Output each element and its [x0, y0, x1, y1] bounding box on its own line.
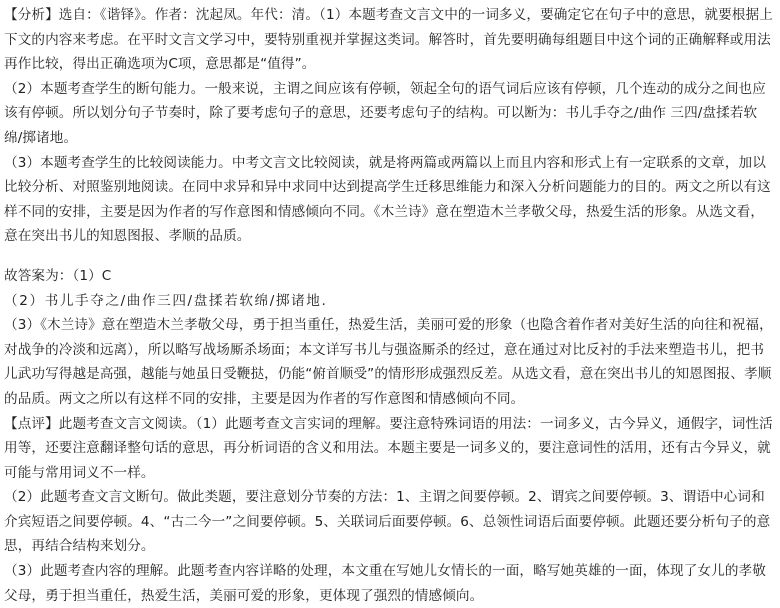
comment-paragraph-2: （2）此题考查文言文断句。做此类题，要注意划分节奏的方法：1、主谓之间要停顿。2、谓宾之间要停顿。3、谓语中心词和介宾短语之间要停顿。4、“古二今一”之间要停顿。5、关联词后面要停顿。6、总领性词语后面要停顿。此题还要分析句子的意思，再结合结构来划分。 — [4, 489, 771, 555]
comment-paragraph-3: （3）此题考查内容的理解。此题考查内容详略的处理，本文重在写她儿女情长的一面，略写她英雄的一面，体现了女儿的孝敬父母，勇于担当重任，热爱生活，美丽可爱的形象，更体现了强烈的情感倾向。 — [4, 563, 766, 604]
analysis-paragraph-3: （3）本题考查学生的比较阅读能力。中考文言文比较阅读，就是将两篇或两篇以上而且内容和形式上有一定联系的文章，加以比较分析、对照鉴别地阅读。在同中求异和异中求同中达到提高学生迁移思维能力和深入分析问题能力的目的。两文之所以有这样不同的安排，主要是因为作者的写作意图和情感倾向不同。《木兰诗》意在塑造木兰孝敬父母，热爱生活的形象。从选文看，意在突出书儿的知恩图报、孝顺的品质。 — [4, 154, 771, 245]
answer-paragraph-1: 故答案为：（1）C — [4, 267, 112, 284]
analysis-paragraph-2: （2）本题考查学生的断句能力。一般来说，主谓之间应该有停顿，领起全句的语气词后应该有停顿，几个连动的成分之间也应该有停顿。所以划分句子节奏时，除了要考虑句子的意思，还要考虑句子的结构。可以断为：书儿手夺之/曲作 三四/盘揉若软绵/掷诸地。 — [4, 80, 766, 146]
analysis-paragraph-1: 【分析】选自：《谐铎》。作者：沈起凤。年代：清。（1）本题考查文言文中的一词多义，要确定它在句子中的意思，就要根据上下文的内容来考虑。在平时文言文学习中，要特别重视并掌握这类词。解答时，首先要明确每组题目中这个词的正确解释或用法再作比较，得出正确选项为C项，意思都是“值得”。 — [4, 7, 773, 73]
answer-paragraph-2: （2）书儿手夺之/曲作三四/盘揉若软绵/掷诸地. — [4, 292, 328, 309]
comment-paragraph-1: 【点评】此题考查文言文阅读。（1）此题考查文言实词的理解。要注意特殊词语的用法：一词多义，古今异义，通假字，词性活用等，还要注意翻译整句话的意思，再分析词语的含义和用法。本题主要是一词多义的，要注意词性的活用，还有古今异义，就可能与常用词义不一样。 — [4, 415, 773, 481]
answer-paragraph-3: （3）《木兰诗》意在塑造木兰孝敬父母，勇于担当重任，热爱生活，美丽可爱的形象（也隐含着作者对美好生活的向往和祝福，对战争的冷淡和远离），所以略写战场厮杀场面；本文详写书儿与强盗厮杀的经过，意在通过对比反衬的手法来塑造书儿，把书儿武功写得越是高强，越能与她虽日受鞭挞，仍能“俯首顺受”的情形形成强烈反差。从选文看，意在突出书儿的知恩图报、孝顺的品质。两文之所以有这样不同的安排，主要是因为作者的写作意图和情感倾向不同。 — [4, 317, 773, 407]
